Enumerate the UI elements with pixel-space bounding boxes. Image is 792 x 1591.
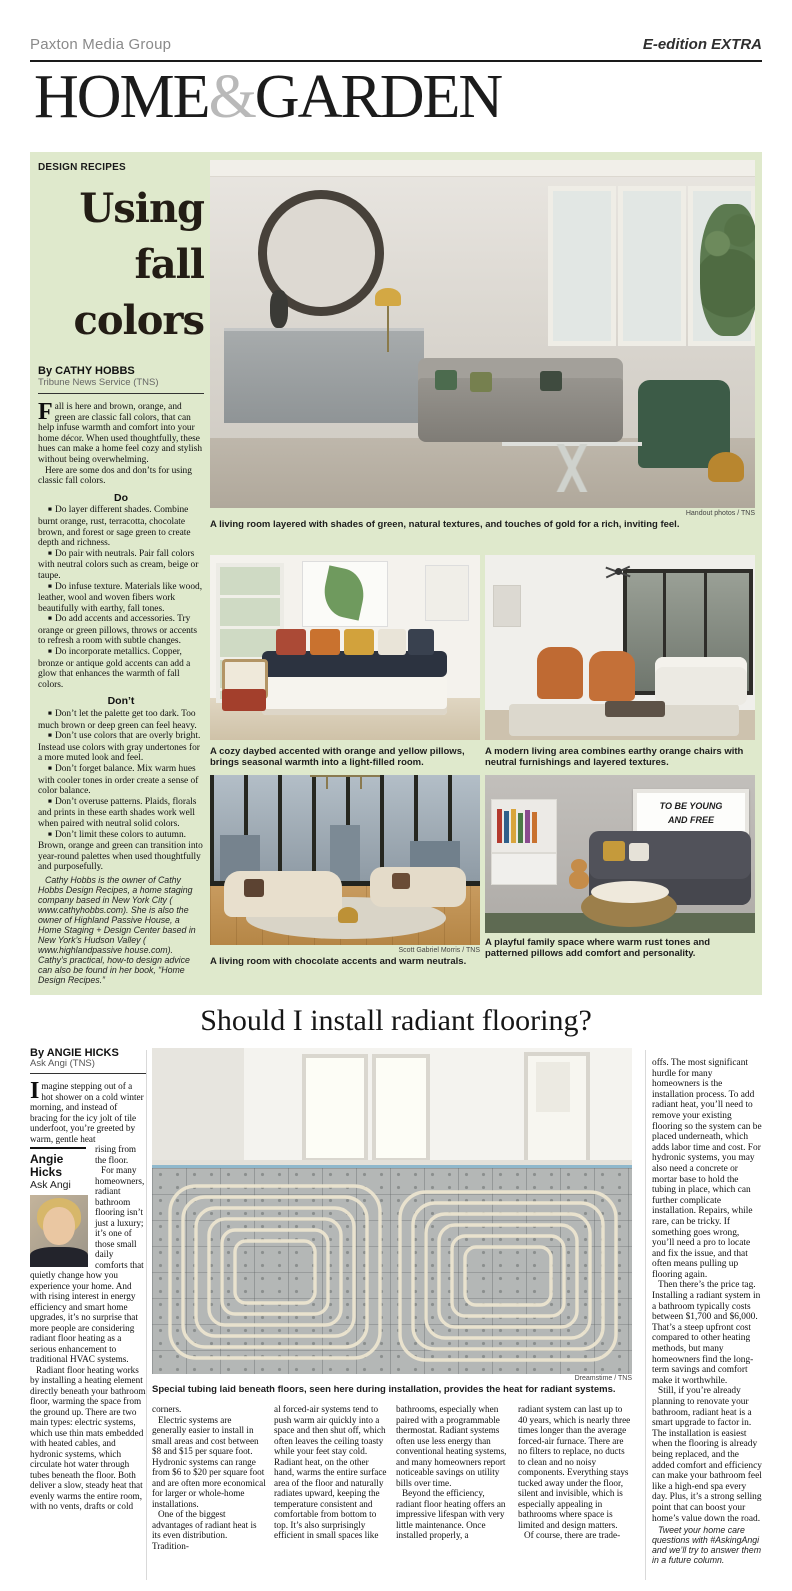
do-list-item: ■ Do add accents and accessories. Try orange or green pillows, throws or accents to refresh a room with subtle changes. — [38, 614, 204, 647]
article2-paragraph: bathrooms, especially when paired with a programmable thermostat. Radiant systems often use less energy than conventional heating systems, and many homeowners report noticeable savings on utility bills over time. — [396, 1404, 507, 1488]
cream-sofa — [370, 867, 466, 907]
author-box — [30, 1147, 90, 1267]
white-sofa — [655, 657, 747, 705]
red-pillow — [276, 629, 306, 655]
mustard-pillow — [603, 841, 625, 861]
article2-paragraph: al forced-air systems tend to push warm air quickly into a space and then shut off, which often leaves the ceiling toasty while your feet stay cold. Radiant heat, on the other hand, warms the entire surface area of the floor and naturally radiates upward, keeping the temperature consistent and comfortable from bottom to top. It’s also surprisingly efficient in small spaces like — [274, 1404, 387, 1540]
photo-credit: Handout photos / TNS — [685, 510, 755, 517]
green-pillow — [435, 370, 457, 390]
book-spine — [504, 811, 509, 843]
article2-paragraph: Still, if you’re already planning to renovate your bathroom, radiant heat is a smart upgrade to factor in. The installation is easiest when the flooring is already being replaced, and the added comfort and efficiency can make your bathroom feel like a high-end spa every day. Plus, it’s a strong selling point that can boost your home’s value down the road. — [652, 1386, 762, 1524]
article2-right-column — [652, 1058, 762, 1591]
masthead-home: HOME — [34, 63, 209, 131]
coffee-table — [605, 701, 665, 717]
article1-dont-list — [38, 709, 204, 873]
cream-pillow — [378, 629, 406, 655]
orange-pillow — [310, 629, 340, 655]
daybed-scene — [210, 555, 480, 740]
article1-byline-org: Tribune News Service (TNS) — [38, 377, 204, 394]
sign-text-line2: AND FREE — [667, 815, 714, 825]
radiant-flooring-photo — [152, 1048, 632, 1374]
ceiling-fan-hub — [615, 568, 622, 575]
do-list-item: ■ Do incorporate metallics. Copper, bronze or antique gold accents can add a glow that enhances the warmth of fall colors. — [38, 647, 204, 690]
article1-text-column — [38, 160, 204, 985]
shoulders — [30, 1247, 88, 1267]
article1-byline: By CATHY HOBBS — [38, 365, 135, 377]
article2-left-column — [30, 1048, 146, 1512]
article2-paragraph: radiant system can last up to 40 years, which is nearly three times longer than the average forced-air furnace. There are no filters to replace, no ducts to clean and no noisy components. Everything stays tucked away under the floor, silent and invisible, which is especially appealing in bathrooms where space is limited and design matters. — [518, 1404, 631, 1530]
small-artwork — [425, 565, 469, 621]
chocolate-pillow — [392, 873, 410, 889]
book-spine — [532, 812, 537, 843]
window — [618, 186, 686, 346]
family-space-scene — [485, 775, 755, 933]
gold-lamp-shade — [375, 288, 401, 306]
edition-label: E-edition EXTRA — [642, 36, 762, 53]
gray-sideboard — [224, 328, 424, 423]
article2-paragraph: For many homeowners, radiant bathroom flooring isn’t just a luxury; it’s one of those small daily comforts that quietly change how you experience your home. And with rising interest in energy efficiency and smart home upgrades, it’s no surprise that more people are considering radiant floor heating as a serious enhancement to traditional HVAC systems. — [30, 1165, 145, 1364]
article1-dropcap: F — [38, 399, 53, 425]
side-wall — [152, 1048, 244, 1166]
radiant-flooring-scene — [152, 1048, 632, 1374]
article2-column-4 — [518, 1404, 632, 1591]
article2-lead-text: magine stepping out of a hot shower on a cold winter morning, and instead of bracing for the icy jolt of tile underfoot, you’re greeted by warm, gentle heat — [30, 1081, 144, 1144]
photo-caption: A playful family space where warm rust tones and patterned pillows add comfort and personality. — [485, 937, 711, 959]
masthead-ampersand: & — [208, 63, 255, 131]
article2-paragraph: corners. — [152, 1404, 182, 1414]
article2-tagline: Tweet your home care questions with #AskingAngi and we’ll try to answer them in a future column. — [652, 1525, 762, 1566]
photo-caption: A cozy daybed accented with orange and yellow pillows, brings seasonal warmth into a light-filled room. — [210, 746, 465, 768]
daybed-photo — [210, 555, 480, 740]
book-spine — [518, 813, 523, 843]
face — [43, 1207, 75, 1245]
article2-paragraph: rising from the floor. — [95, 1144, 137, 1165]
article2-column-2 — [274, 1404, 388, 1591]
article2-paragraph: Of course, there are trade- — [524, 1530, 621, 1540]
header-rule — [30, 60, 762, 62]
book-spine — [525, 810, 530, 843]
orange-chair — [537, 647, 583, 699]
door-window-pane — [536, 1062, 570, 1112]
chandelier-drop — [360, 777, 362, 789]
yellow-pillow — [344, 629, 374, 655]
article2-paragraph: Radiant floor heating works by installing a heating element directly beneath your bathroom floor, warming the space from the ground up. There are two main types: electric systems, which use thin mats embedded with heated cables, and hydronic systems, which circulate hot water through tubes beneath the floor. Both deliver a slow, steady heat that evenly warms the entire room, with no vents, drafts or cold — [30, 1364, 146, 1511]
article2-paragraph: Electric systems are generally easier to install in small areas and cost between $8 and $15 per square foot. Hydronic systems can range from $6 to $20 per square foot and are often more economical for larger or whole-home installations. — [152, 1414, 266, 1509]
living-room-photo — [210, 160, 755, 508]
article2-byline-org: Ask Angi (TNS) — [30, 1059, 146, 1075]
radiant-tubing-loops — [152, 1168, 632, 1374]
dark-vase — [270, 290, 288, 328]
dont-list-item: ■ Don’t overuse patterns. Plaids, florals and prints in these earth shades work well when paired with neutral solid colors. — [38, 797, 204, 830]
photo-credit: Dreamstime / TNS — [574, 1375, 632, 1382]
photo-caption: A living room layered with shades of green, natural textures, and touches of gold for a rich, inviting feel. — [210, 519, 680, 530]
article2-paragraph: offs. The most significant hurdle for many homeowners is the installation process. To add radiant heat, you’ll need to remove your existing flooring so the system can be placed underneath, which adds labor time and cost. For hydronic systems, you may also need a concrete or mortar base to hold the tubing in place, which can further complicate installation. Repairs, while rare, can be tricky. If something goes wrong, you’ll need a pro to locate and fix the issue, and that often means pulling up flooring again. — [652, 1058, 762, 1280]
do-list-item: ■ Do layer different shades. Combine burnt orange, rust, terracotta, chocolate brown, and forest or sage green to create depth and richness. — [38, 505, 204, 548]
publisher-name: Paxton Media Group — [30, 36, 172, 53]
masthead-garden: GARDEN — [254, 63, 502, 131]
orange-chair — [589, 651, 635, 701]
author-first-name: Angie — [30, 1152, 64, 1166]
wall-art — [493, 585, 521, 627]
article1-author-bio: Cathy Hobbs is the owner of Cathy Hobbs Design Recipes, a home staging company based in New York City ( www.cathyhobbs.com). She is also the owner of Highland Passive House, a Home Staging + Design Center based in New York’s Hudson Valley ( www.highlandpassive house.com). Cathy’s practical, how-to design advice can also be found in her book, “Home Design Recipes.” — [38, 874, 196, 985]
patterned-pillow — [629, 843, 649, 861]
article2-dropcap: I — [30, 1078, 40, 1104]
gold-side-table — [338, 907, 358, 923]
do-list-item: ■ Do pair with neutrals. Pair fall colors with neutral colors such as cream, beige or taupe. — [38, 549, 204, 582]
author-last-name: Hicks — [30, 1165, 63, 1179]
article1-do-header: Do — [114, 491, 128, 504]
modern-living-photo — [485, 555, 755, 740]
chandelier-drop — [326, 777, 328, 789]
gold-side-table — [708, 452, 744, 482]
article2-lead-paragraph — [30, 1078, 146, 1144]
daybed-base — [262, 673, 447, 715]
article2-paragraph: Then there’s the price tag. Installing a radiant system in a bathroom typically costs between $1,700 and $6,000. That’s a steep upfront cost compared to other heating methods, but many homeowners find the long-term savings and comfort make it worthwhile. — [652, 1280, 761, 1386]
article2-paragraph: Beyond the efficiency, radiant floor heating offers an impressive lifespan with very little maintenance. Once installed properly, a — [396, 1488, 506, 1540]
cream-sofa — [224, 871, 342, 917]
column-rule — [146, 1050, 147, 1580]
window — [548, 186, 616, 346]
dark-green-pillow — [540, 371, 562, 391]
article1-kicker: DESIGN RECIPES — [38, 162, 126, 173]
photo-caption: A living room with chocolate accents and warm neutrals. — [210, 956, 467, 967]
author-role: Ask Angi — [30, 1179, 71, 1191]
dont-list-item: ■ Don’t let the palette get too dark. Too much brown or deep green can feel heavy. — [38, 709, 204, 731]
olive-pillow — [470, 372, 492, 392]
design-recipes-section — [30, 152, 762, 995]
bright-window — [372, 1054, 430, 1162]
article1-lead-text: all is here and brown, orange, and green are classic fall colors, that can help infuse warmth and comfort into your home décor. When used thoughtfully, these hues can make a home feel cozy and stylish without being overwhelming. — [38, 402, 203, 465]
article1-dont-header: Don’t — [107, 695, 135, 708]
do-list-item: ■ Do infuse texture. Materials like wood, leather, wool and woven fibers work beautifully with earthy, fall tones. — [38, 582, 204, 615]
photo-credit: Scott Gabriel Morris / TNS — [398, 947, 480, 954]
dont-list-item: ■ Don’t limit these colors to autumn. Brown, orange and green can transition into year-round palettes when used thoughtfully and purposefully. — [38, 830, 204, 873]
photo-caption: A modern living area combines earthy orange chairs with neutral furnishings and layered textures. — [485, 746, 744, 768]
book-spine — [497, 809, 502, 843]
geometric-table-base — [510, 444, 634, 492]
chocolate-living-photo — [210, 775, 480, 945]
column-rule — [645, 1050, 646, 1580]
chocolate-pillow — [244, 879, 264, 897]
article1-paragraph-2: Here are some dos and don’ts for using classic fall colors. — [38, 465, 192, 487]
article2-column-3 — [396, 1404, 510, 1591]
article2-byline: By ANGIE HICKS — [30, 1047, 119, 1059]
potted-plant — [700, 204, 755, 336]
chandelier-bar — [310, 775, 380, 777]
family-space-photo — [485, 775, 755, 933]
sign-text-line1: TO BE YOUNG — [659, 801, 723, 811]
teddy-bear-body — [569, 871, 589, 889]
article2-paragraph: One of the biggest advantages of radiant heat is its even distribution. Tradition- — [152, 1509, 257, 1551]
ottoman-cushion — [591, 881, 669, 903]
lamp-pole — [387, 306, 389, 352]
article2-headline: Should I install radiant flooring? — [200, 1004, 592, 1037]
article1-lead-paragraph — [38, 399, 204, 466]
crown-molding — [210, 160, 755, 177]
bright-window — [302, 1054, 368, 1162]
dont-list-item: ■ Don’t forget balance. Mix warm hues with cooler tones in order create a sense of color balance. — [38, 764, 204, 797]
photo-caption: Special tubing laid beneath floors, seen here during installation, provides the heat for radiant systems. — [152, 1384, 616, 1395]
dont-list-item: ■ Don’t use colors that are overly bright. Instead use colors with gray undertones for a more muted look and feel. — [38, 731, 204, 764]
masthead-title — [34, 63, 502, 131]
chair-red-cushion — [222, 689, 266, 711]
navy-pillow — [408, 629, 434, 655]
article1-body — [38, 399, 204, 985]
living-room-scene — [210, 160, 755, 508]
white-cabinet — [491, 853, 557, 885]
author-headshot-photo — [30, 1195, 88, 1267]
book-spine — [511, 809, 516, 843]
modern-living-scene — [485, 555, 755, 740]
article1-headline: Using fall colors — [73, 185, 204, 344]
chocolate-living-scene — [210, 775, 480, 945]
article1-do-list — [38, 505, 204, 690]
author-box-rule — [30, 1147, 86, 1149]
article2-column-1 — [152, 1404, 266, 1591]
